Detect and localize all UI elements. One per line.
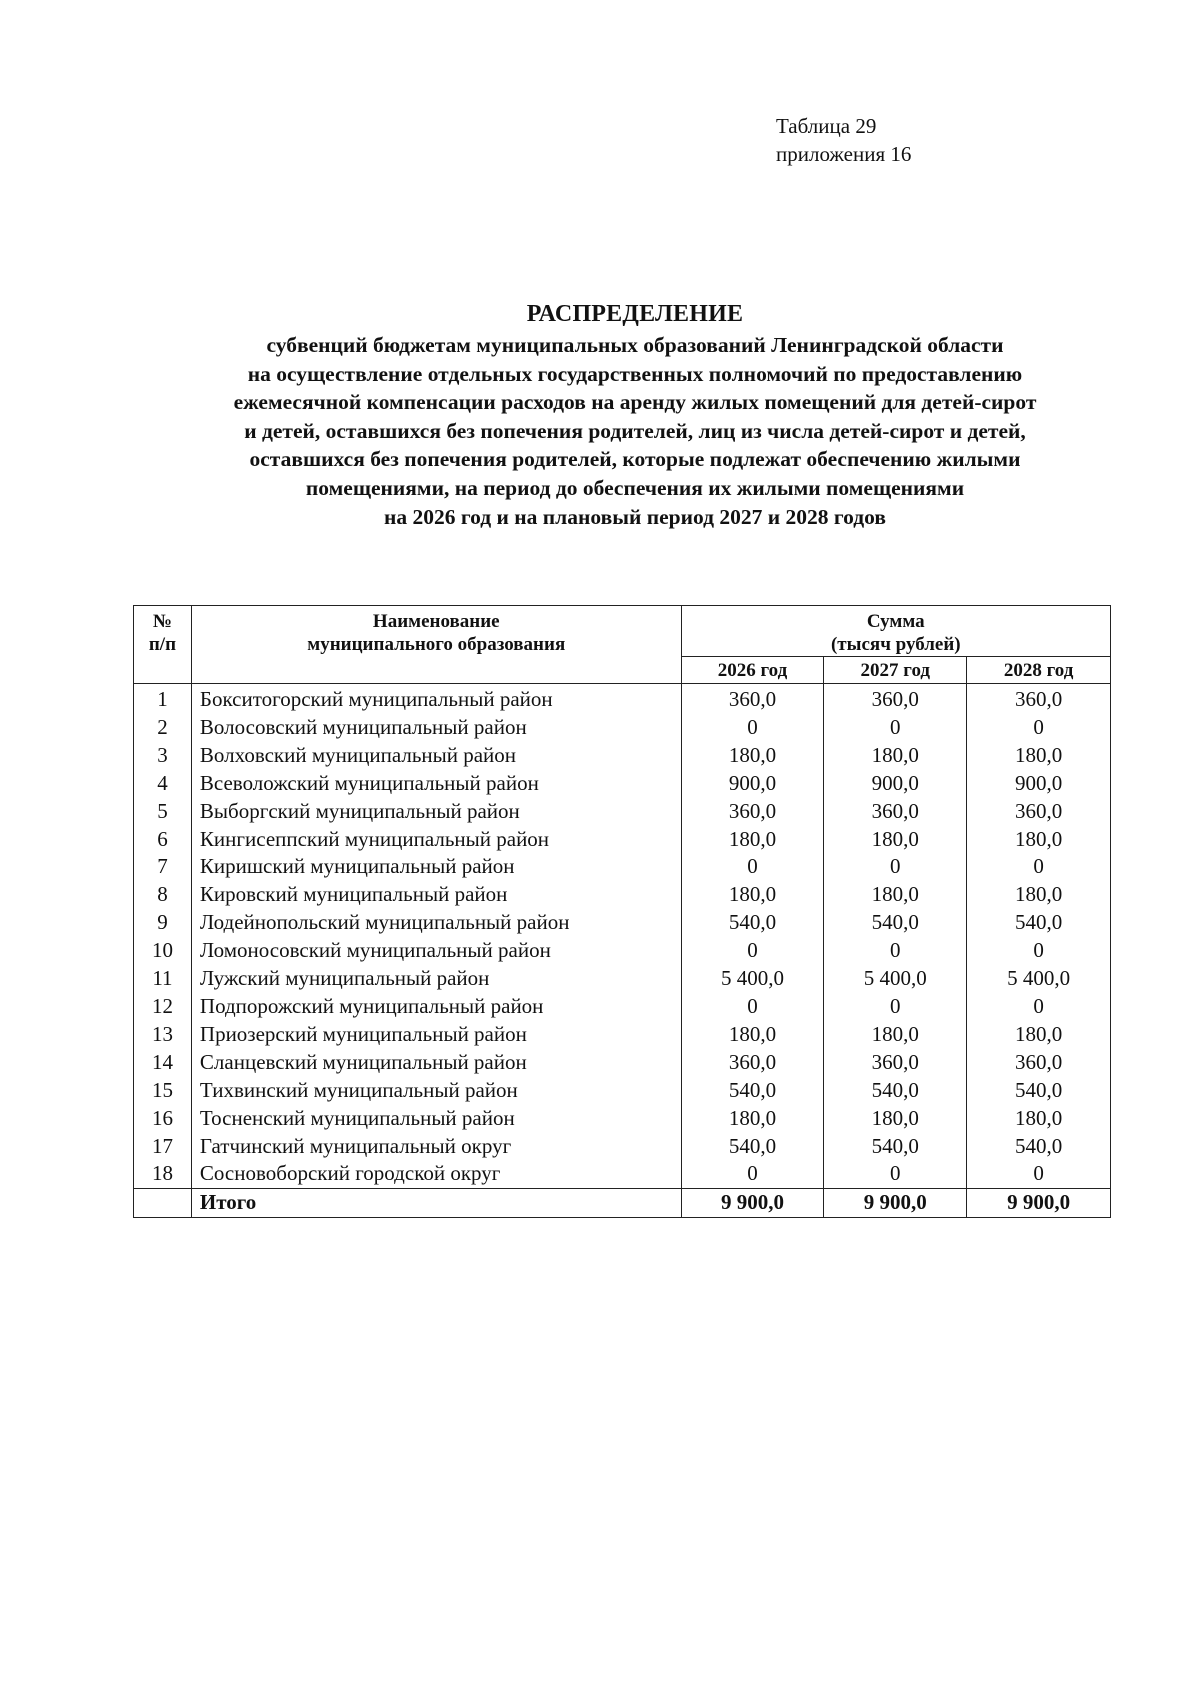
amount-2028: 180,0 xyxy=(967,742,1111,770)
amount-2026: 540,0 xyxy=(681,1077,824,1105)
amount-2026: 5 400,0 xyxy=(681,965,824,993)
table-header-row xyxy=(134,606,1111,657)
amount-2028: 360,0 xyxy=(967,1049,1111,1077)
row-number: 18 xyxy=(134,1160,192,1188)
municipality-name: Лужский муниципальный район xyxy=(191,965,681,993)
title-line: помещениями, на период до обеспечения их жилыми помещениями xyxy=(305,475,965,500)
municipality-name: Кировский муниципальный район xyxy=(191,881,681,909)
amount-2028: 5 400,0 xyxy=(967,965,1111,993)
appendix-reference: приложения 16 xyxy=(776,142,912,166)
row-number: 7 xyxy=(134,853,192,881)
municipality-name: Лодейнопольский муниципальный район xyxy=(191,909,681,937)
amount-2027: 180,0 xyxy=(824,1021,967,1049)
table-row xyxy=(134,770,1111,798)
header-sum xyxy=(681,606,1110,657)
header-year-2027: 2027 год xyxy=(824,657,967,684)
amount-2027: 5 400,0 xyxy=(824,965,967,993)
amount-2028: 360,0 xyxy=(967,798,1111,826)
amount-2026: 180,0 xyxy=(681,742,824,770)
amount-2026: 0 xyxy=(681,937,824,965)
amount-2028: 0 xyxy=(967,853,1111,881)
amount-2028: 180,0 xyxy=(967,881,1111,909)
amount-2028: 540,0 xyxy=(967,1133,1111,1161)
row-number: 4 xyxy=(134,770,192,798)
row-number: 14 xyxy=(134,1049,192,1077)
document-title xyxy=(60,297,1200,531)
table-row xyxy=(134,1049,1111,1077)
amount-2026: 900,0 xyxy=(681,770,824,798)
amount-2026: 180,0 xyxy=(681,826,824,854)
municipality-name: Сланцевский муниципальный район xyxy=(191,1049,681,1077)
municipality-name: Волосовский муниципальный район xyxy=(191,714,681,742)
row-number: 3 xyxy=(134,742,192,770)
municipality-name: Всеволожский муниципальный район xyxy=(191,770,681,798)
table-row xyxy=(134,714,1111,742)
municipality-name: Бокситогорский муниципальный район xyxy=(191,684,681,714)
municipality-name: Приозерский муниципальный район xyxy=(191,1021,681,1049)
row-number: 9 xyxy=(134,909,192,937)
table-body xyxy=(134,684,1111,1189)
municipality-name: Гатчинский муниципальный округ xyxy=(191,1133,681,1161)
row-number: 10 xyxy=(134,937,192,965)
title-line: оставшихся без попечения родителей, которые подлежат обеспечению жилыми xyxy=(249,447,1021,472)
header-sum-line1: Сумма xyxy=(866,611,925,632)
amount-2026: 180,0 xyxy=(681,1105,824,1133)
amount-2027: 0 xyxy=(824,1160,967,1188)
total-label: Итого xyxy=(191,1189,681,1218)
table-row xyxy=(134,853,1111,881)
header-number-line2: п/п xyxy=(148,634,177,655)
row-number: 6 xyxy=(134,826,192,854)
header-name-line2: муниципального образования xyxy=(307,634,566,655)
amount-2027: 540,0 xyxy=(824,1077,967,1105)
table-total-row xyxy=(134,1189,1111,1218)
amount-2028: 0 xyxy=(967,937,1111,965)
amount-2028: 900,0 xyxy=(967,770,1111,798)
amount-2026: 360,0 xyxy=(681,798,824,826)
amount-2026: 360,0 xyxy=(681,1049,824,1077)
amount-2028: 0 xyxy=(967,714,1111,742)
distribution-table xyxy=(133,605,1111,1218)
amount-2028: 540,0 xyxy=(967,909,1111,937)
amount-2026: 540,0 xyxy=(681,909,824,937)
amount-2027: 360,0 xyxy=(824,684,967,714)
municipality-name: Волховский муниципальный район xyxy=(191,742,681,770)
amount-2028: 0 xyxy=(967,1160,1111,1188)
amount-2027: 540,0 xyxy=(824,1133,967,1161)
amount-2028: 360,0 xyxy=(967,684,1111,714)
amount-2028: 0 xyxy=(967,993,1111,1021)
municipality-name: Тихвинский муниципальный район xyxy=(191,1077,681,1105)
total-2026: 9 900,0 xyxy=(681,1189,824,1218)
amount-2027: 0 xyxy=(824,714,967,742)
table-row xyxy=(134,881,1111,909)
municipality-name: Киришский муниципальный район xyxy=(191,853,681,881)
row-number: 13 xyxy=(134,1021,192,1049)
amount-2026: 180,0 xyxy=(681,881,824,909)
total-2028: 9 900,0 xyxy=(967,1189,1111,1218)
header-name xyxy=(191,606,681,684)
table-reference xyxy=(776,112,911,168)
amount-2027: 0 xyxy=(824,993,967,1021)
table-row xyxy=(134,1077,1111,1105)
table-number: Таблица 29 xyxy=(776,114,877,138)
row-number: 15 xyxy=(134,1077,192,1105)
total-2027: 9 900,0 xyxy=(824,1189,967,1218)
table-row xyxy=(134,1133,1111,1161)
amount-2027: 900,0 xyxy=(824,770,967,798)
title-line: ежемесячной компенсации расходов на аренду жилых помещений для детей-сирот xyxy=(233,390,1037,415)
amount-2027: 180,0 xyxy=(824,881,967,909)
total-number-cell xyxy=(134,1189,192,1218)
row-number: 17 xyxy=(134,1133,192,1161)
title-line: и детей, оставшихся без попечения родителей, лиц из числа детей-сирот и детей, xyxy=(244,418,1026,443)
row-number: 16 xyxy=(134,1105,192,1133)
row-number: 1 xyxy=(134,684,192,714)
amount-2028: 180,0 xyxy=(967,1105,1111,1133)
amount-2027: 180,0 xyxy=(824,742,967,770)
amount-2028: 180,0 xyxy=(967,1021,1111,1049)
row-number: 5 xyxy=(134,798,192,826)
amount-2027: 360,0 xyxy=(824,1049,967,1077)
amount-2027: 360,0 xyxy=(824,798,967,826)
table-row xyxy=(134,937,1111,965)
row-number: 8 xyxy=(134,881,192,909)
amount-2028: 540,0 xyxy=(967,1077,1111,1105)
title-line: на осуществление отдельных государственных полномочий по предоставлению xyxy=(247,361,1023,386)
table-row xyxy=(134,993,1111,1021)
title-line: на 2026 год и на плановый период 2027 и 2028 годов xyxy=(384,504,886,529)
header-year-2026: 2026 год xyxy=(681,657,824,684)
amount-2026: 360,0 xyxy=(681,684,824,714)
header-number xyxy=(134,606,192,684)
municipality-name: Кингисеппский муниципальный район xyxy=(191,826,681,854)
table-row xyxy=(134,742,1111,770)
amount-2028: 180,0 xyxy=(967,826,1111,854)
amount-2026: 0 xyxy=(681,993,824,1021)
amount-2026: 0 xyxy=(681,853,824,881)
municipality-name: Сосновоборский городской округ xyxy=(191,1160,681,1188)
amount-2026: 0 xyxy=(681,1160,824,1188)
amount-2027: 540,0 xyxy=(824,909,967,937)
amount-2027: 180,0 xyxy=(824,826,967,854)
municipality-name: Подпорожский муниципальный район xyxy=(191,993,681,1021)
header-name-line1: Наименование xyxy=(372,611,500,632)
table-row xyxy=(134,1105,1111,1133)
amount-2026: 540,0 xyxy=(681,1133,824,1161)
municipality-name: Тосненский муниципальный район xyxy=(191,1105,681,1133)
municipality-name: Выборгский муниципальный район xyxy=(191,798,681,826)
table-row xyxy=(134,798,1111,826)
row-number: 11 xyxy=(134,965,192,993)
municipality-name: Ломоносовский муниципальный район xyxy=(191,937,681,965)
row-number: 2 xyxy=(134,714,192,742)
title-line: субвенций бюджетам муниципальных образований Ленинградской области xyxy=(266,333,1004,357)
header-sum-line2: (тысяч рублей) xyxy=(830,634,961,655)
amount-2027: 180,0 xyxy=(824,1105,967,1133)
table-row xyxy=(134,684,1111,714)
header-year-2028: 2028 год xyxy=(967,657,1111,684)
amount-2027: 0 xyxy=(824,937,967,965)
table-row xyxy=(134,909,1111,937)
header-number-line1: № xyxy=(152,611,172,632)
amount-2027: 0 xyxy=(824,853,967,881)
table-row xyxy=(134,1021,1111,1049)
table-row xyxy=(134,826,1111,854)
amount-2026: 0 xyxy=(681,714,824,742)
amount-2026: 180,0 xyxy=(681,1021,824,1049)
row-number: 12 xyxy=(134,993,192,1021)
table-row xyxy=(134,1160,1111,1188)
title-heading: РАСПРЕДЕЛЕНИЕ xyxy=(526,301,744,327)
table-row xyxy=(134,965,1111,993)
